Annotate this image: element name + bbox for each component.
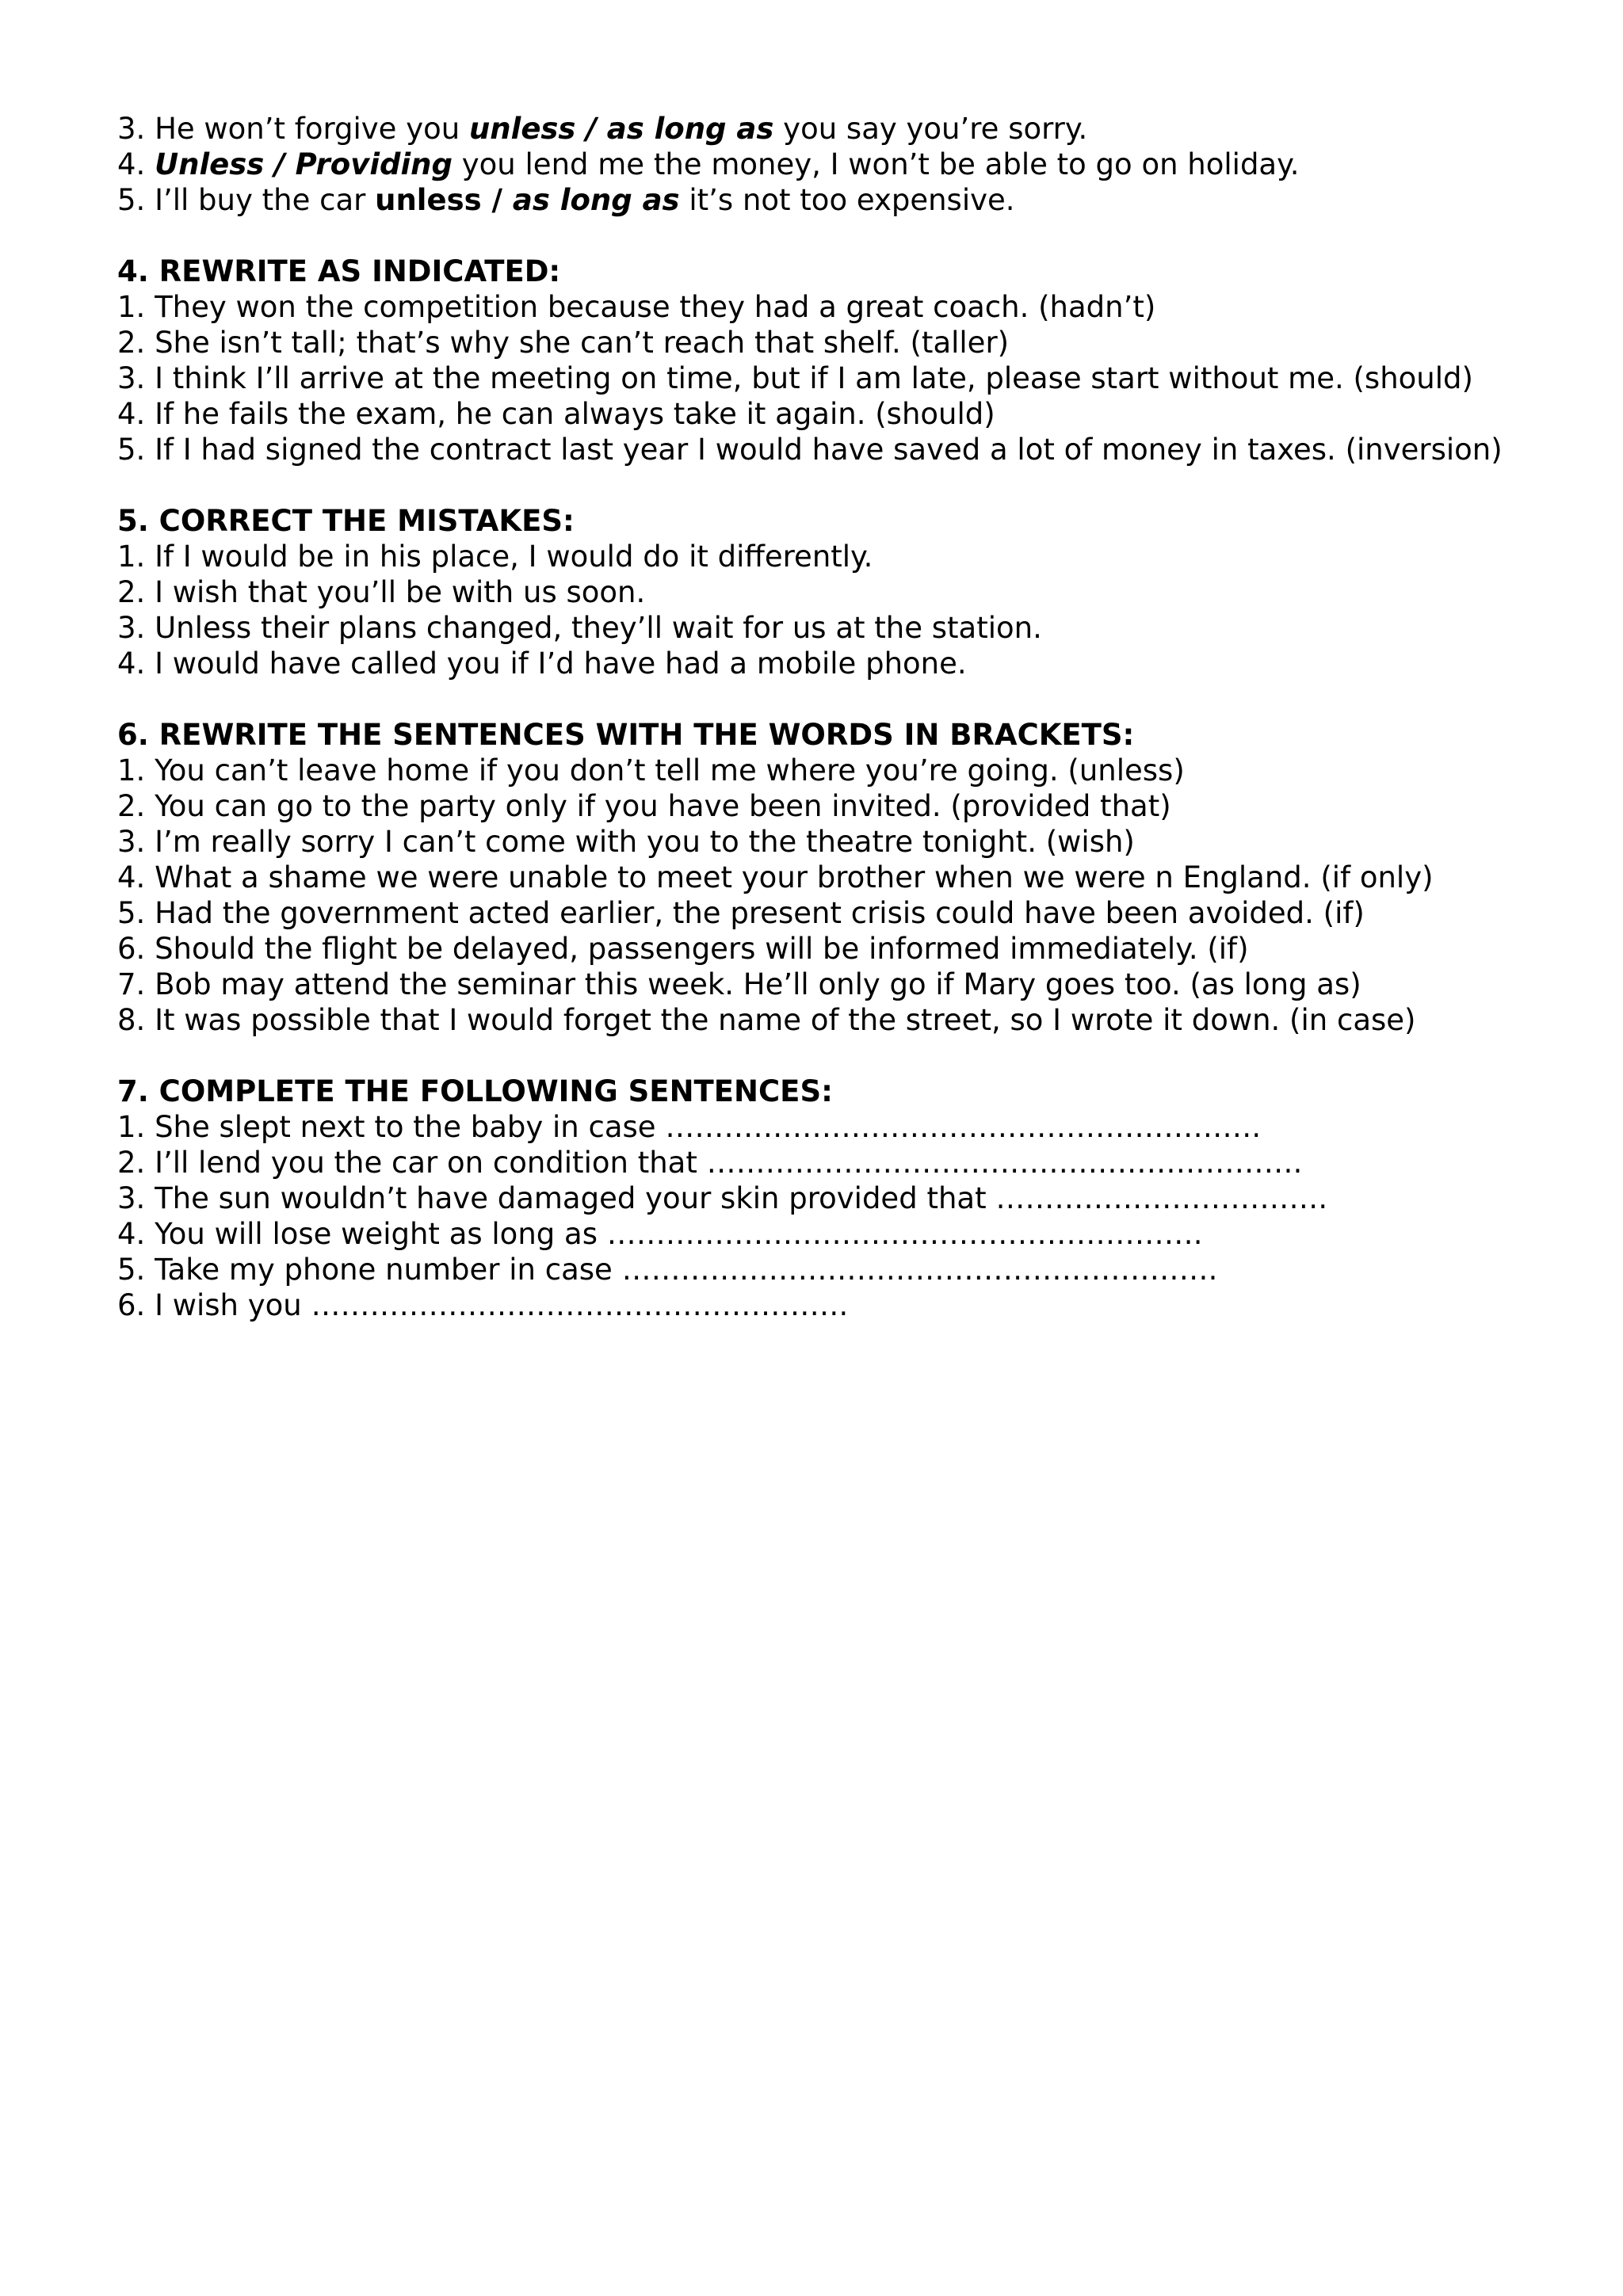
exercise-item: 5. Take my phone number in case …………………………………………………….: [117, 1253, 1218, 1287]
section-6: [117, 717, 1512, 1038]
exercise-item: 2. You can go to the party only if you have been invited. (provided that): [117, 789, 1171, 823]
section-3-items: [117, 111, 1512, 218]
spacer: [117, 1038, 1512, 1074]
section-heading: 7. COMPLETE THE FOLLOWING SENTENCES:: [117, 1074, 833, 1108]
exercise-item: 2. I’ll lend you the car on condition that …………………………………………………….: [117, 1146, 1303, 1180]
exercise-item: 3. Unless their plans changed, they’ll wait for us at the station.: [117, 611, 1042, 645]
exercise-item: 3. The sun wouldn’t have damaged your skin provided that …………………………….: [117, 1181, 1328, 1215]
section-5: [117, 503, 1512, 681]
exercise-item: 4. What a shame we were unable to meet your brother when we were n England. (if only): [117, 860, 1434, 894]
exercise-item: 4. I would have called you if I’d have had a mobile phone.: [117, 646, 967, 681]
spacer: [117, 218, 1512, 254]
section-4: [117, 254, 1512, 467]
section-heading: 5. CORRECT THE MISTAKES:: [117, 504, 575, 538]
worksheet-page: [117, 111, 1512, 1323]
section-heading: 4. REWRITE AS INDICATED:: [117, 254, 561, 288]
exercise-item: 4. You will lose weight as long as …………………………………………………….: [117, 1217, 1203, 1251]
exercise-item: 5. If I had signed the contract last year I would have saved a lot of money in taxes. (inversion): [117, 433, 1503, 467]
spacer: [117, 467, 1512, 503]
spacer: [117, 681, 1512, 717]
section-3-item-4: 4. Unless / Providing you lend me the money, I won’t be able to go on holiday.: [117, 147, 1300, 181]
exercise-item: 7. Bob may attend the seminar this week. He’ll only go if Mary goes too. (as long as): [117, 967, 1361, 1001]
exercise-item: 3. I’m really sorry I can’t come with you to the theatre tonight. (wish): [117, 825, 1135, 859]
answer-options: unless / as long as: [468, 112, 774, 146]
answer-options: Unless / Providing: [155, 147, 453, 181]
exercise-item: 1. You can’t leave home if you don’t tell me where you’re going. (unless): [117, 753, 1185, 788]
exercise-item: 5. Had the government acted earlier, the present crisis could have been avoided. (if): [117, 896, 1365, 930]
exercise-item: 4. If he fails the exam, he can always take it again. (should): [117, 397, 995, 431]
exercise-item: 8. It was possible that I would forget the name of the street, so I wrote it down. (in case): [117, 1003, 1416, 1037]
exercise-item: 2. She isn’t tall; that’s why she can’t reach that shelf. (taller): [117, 326, 1010, 360]
exercise-item: 2. I wish that you’ll be with us soon.: [117, 575, 646, 609]
section-3-item-5: 5. I’ll buy the car unless / as long as it’s not too expensive.: [117, 183, 1015, 217]
exercise-item: 1. She slept next to the baby in case …………………………………………………….: [117, 1110, 1262, 1144]
exercise-item: 3. I think I’ll arrive at the meeting on time, but if I am late, please start without me. (should): [117, 361, 1473, 395]
exercise-item: 1. They won the competition because they had a great coach. (hadn’t): [117, 290, 1156, 324]
section-7: [117, 1074, 1512, 1323]
answer-option-bold-italic: as long as: [512, 183, 680, 217]
exercise-item: 6. Should the flight be delayed, passengers will be informed immediately. (if): [117, 932, 1249, 966]
section-3-item-3: 3. He won’t forgive you unless / as long as you say you’re sorry.: [117, 112, 1088, 146]
section-heading: 6. REWRITE THE SENTENCES WITH THE WORDS IN BRACKETS:: [117, 718, 1135, 752]
exercise-item: 1. If I would be in his place, I would do it differently.: [117, 540, 873, 574]
exercise-item: 6. I wish you ……………………………………………….: [117, 1288, 849, 1322]
answer-option-bold: unless /: [375, 183, 513, 217]
